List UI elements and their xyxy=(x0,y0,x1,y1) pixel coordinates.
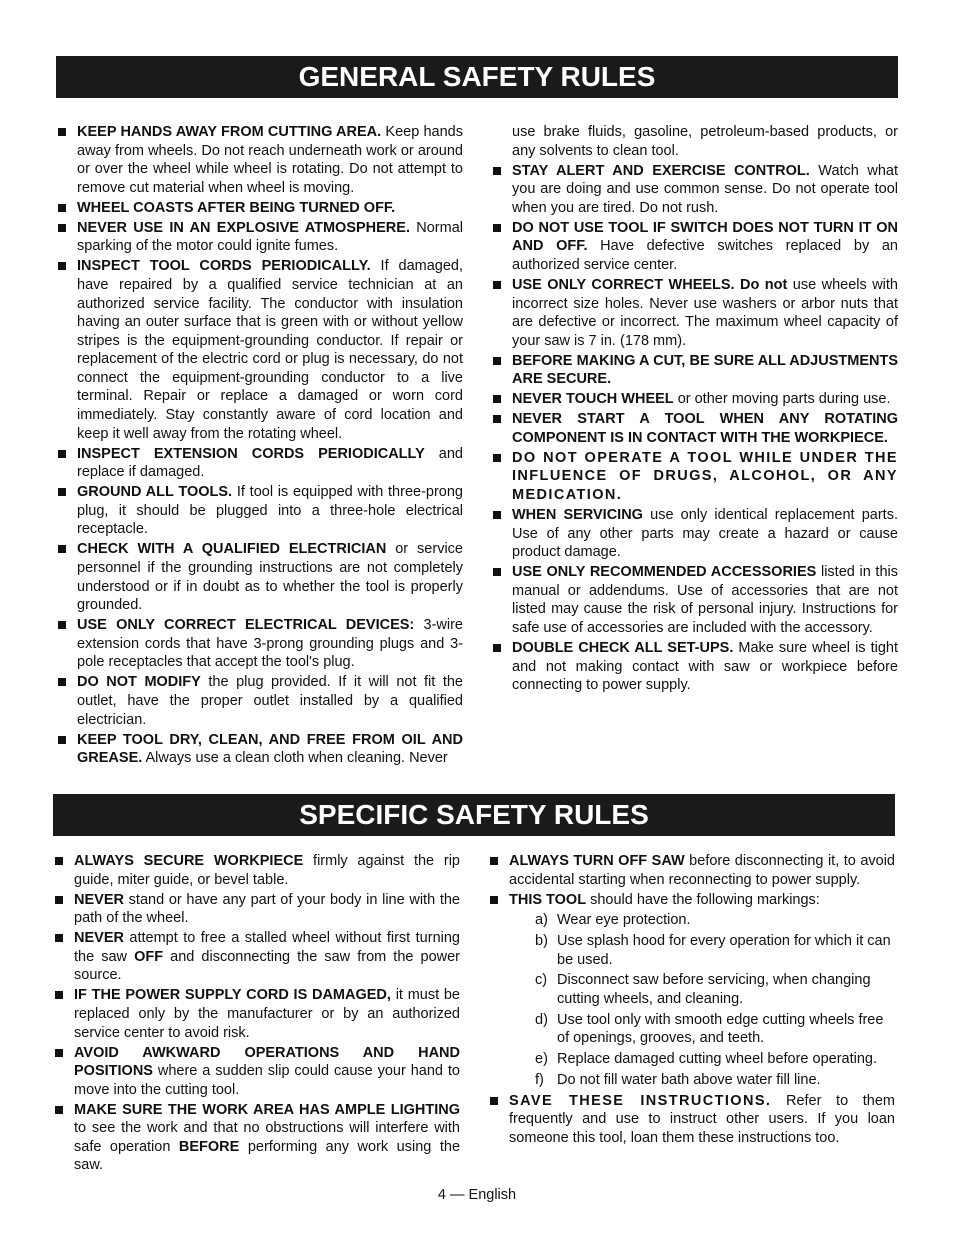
rule-never-stand-in-line: NEVER stand or have any part of your body in line with the path of the wheel. xyxy=(54,891,460,928)
rule-correct-wheels: USE ONLY CORRECT WHEELS. Do not use wheels with incorrect size holes. Never use washers or arbor nuts that are defective or incorrect. The maximum wheel capacity of your saw is 7 in. (178 mm). xyxy=(492,276,898,350)
rule-save-instructions: SAVE THESE INSTRUCTIONS. Refer to them frequently and use to instruct other users. If you loan someone this tool, loan them these instructions too. xyxy=(489,1092,895,1148)
rule-keep-tool-dry: KEEP TOOL DRY, CLEAN, AND FREE FROM OIL AND GREASE. Always use a clean cloth when cleaning. Never xyxy=(57,731,463,768)
rule-never-touch-wheel: NEVER TOUCH WHEEL or other moving parts during use. xyxy=(492,390,898,409)
rule-double-check: DOUBLE CHECK ALL SET-UPS. Make sure wheel is tight and not making contact with saw or workpiece before connecting to power supply. xyxy=(492,639,898,695)
rule-drugs-alcohol: DO NOT OPERATE A TOOL WHILE UNDER THE INFLUENCE OF DRUGS, ALCOHOL, OR ANY MEDICATION. xyxy=(492,449,898,505)
rule-switch: DO NOT USE TOOL IF SWITCH DOES NOT TURN IT ON AND OFF. Have defective switches replaced by an authorized service center. xyxy=(492,219,898,275)
page-footer: 4 — English xyxy=(437,1187,517,1203)
rule-this-tool-markings: THIS TOOL should have the following markings: a) Wear eye protection. b) Use splash hood for every operation for which it can be used. c) Disconnect saw before servicing, when changing cutting wheels, and cleaning. d) Use tool only with smooth edge cutting wheels free of openings, grooves, and teeth. e) Replace damaged cutting wheel before operating. f) Do not fill water bath above water fill line. xyxy=(489,891,895,1090)
rule-awkward-operations: AVOID AWKWARD OPERATIONS AND HAND POSITIONS where a sudden slip could cause your hand to move into the cutting tool. xyxy=(54,1044,460,1100)
rule-explosive-atmosphere: NEVER USE IN AN EXPLOSIVE ATMOSPHERE. Normal sparking of the motor could ignite fumes. xyxy=(57,219,463,256)
general-safety-rules-heading: GENERAL SAFETY RULES xyxy=(56,56,898,98)
specific-safety-rules-heading: SPECIFIC SAFETY RULES xyxy=(53,794,895,836)
rule-wheel-coasts: WHEEL COASTS AFTER BEING TURNED OFF. xyxy=(57,199,463,218)
rule-check-electrician: CHECK WITH A QUALIFIED ELECTRICIAN or service personnel if the grounding instructions are not completely understood or if in doubt as to whether the tool is properly grounded. xyxy=(57,540,463,614)
rule-inspect-extension-cords: INSPECT EXTENSION CORDS PERIODICALLY and replace if damaged. xyxy=(57,445,463,482)
rule-keep-hands-away: KEEP HANDS AWAY FROM CUTTING AREA. Keep hands away from wheels. Do not reach underneath work or around or over the wheel while wheel is rotating. Do not attempt to remove cut material when wheel is moving. xyxy=(57,123,463,197)
rule-ground-all-tools: GROUND ALL TOOLS. If tool is equipped with three-prong plug, it should be plugged into a three-hole electrical receptacle. xyxy=(57,483,463,539)
rule-do-not-modify: DO NOT MODIFY the plug provided. If it will not fit the outlet, have the proper outlet installed by a qualified electrician. xyxy=(57,673,463,729)
rule-turn-off-saw: ALWAYS TURN OFF SAW before disconnecting it, to avoid accidental starting when reconnecting to power supply. xyxy=(489,852,895,889)
rule-correct-electrical-devices: USE ONLY CORRECT ELECTRICAL DEVICES: 3-wire extension cords that have 3-prong grounding plugs and 3-pole receptacles that accept the tool's plug. xyxy=(57,616,463,672)
marking-item: c) Disconnect saw before servicing, when changing cutting wheels, and cleaning. xyxy=(535,972,871,1007)
marking-item: a) Wear eye protection. xyxy=(535,912,691,929)
marking-item: e) Replace damaged cutting wheel before operating. xyxy=(535,1051,878,1068)
marking-item: f) Do not fill water bath above water fill line. xyxy=(535,1071,821,1088)
rule-secure-workpiece: ALWAYS SECURE WORKPIECE firmly against the rip guide, miter guide, or bevel table. xyxy=(54,852,460,889)
rule-inspect-tool-cords: INSPECT TOOL CORDS PERIODICALLY. If damaged, have repaired by a qualified service technician at an authorized service facility. The conductor with insulation having an outer surface that is green with or without yellow stripes is the equipment-grounding conductor. If repair or replacement of the electric cord or plug is necessary, do not connect the equipment-grounding conductor to a live terminal. Repair or replace a damaged or worn cord immediately. Stay constantly aware of cord location and keep it well away from the rotating wheel. xyxy=(57,257,463,443)
rule-adjustments-secure: BEFORE MAKING A CUT, BE SURE ALL ADJUSTMENTS ARE SECURE. xyxy=(492,352,898,389)
rule-recommended-accessories: USE ONLY RECOMMENDED ACCESSORIES listed in this manual or addendums. Use of accessories that are not listed may cause the risk of personal injury. Instructions for safe use of accessories are included with the accessory. xyxy=(492,563,898,637)
rule-stalled-wheel: NEVER attempt to free a stalled wheel without first turning the saw OFF and disconnecting the saw from the power source. xyxy=(54,929,460,985)
rule-never-start-tool: NEVER START A TOOL WHEN ANY ROTATING COMPONENT IS IN CONTACT WITH THE WORKPIECE. xyxy=(492,410,898,447)
marking-item: d) Use tool only with smooth edge cutting wheels free of openings, grooves, and teeth. xyxy=(535,1011,884,1047)
rule-ample-lighting: MAKE SURE THE WORK AREA HAS AMPLE LIGHTING to see the work and that no obstructions will interfere with safe operation BEFORE performing any work using the saw. xyxy=(54,1101,460,1175)
rule-when-servicing: WHEN SERVICING use only identical replacement parts. Use of any other parts may create a hazard or cause product damage. xyxy=(492,506,898,562)
general-rules-left-column xyxy=(57,123,463,769)
general-rules-right-column xyxy=(492,123,898,696)
specific-rules-left-column xyxy=(54,852,460,1176)
rule-stay-alert: STAY ALERT AND EXERCISE CONTROL. Watch what you are doing and use common sense. Do not operate tool when you are tired. Do not rush. xyxy=(492,162,898,218)
rule-continuation: use brake fluids, gasoline, petroleum-based products, or any solvents to clean tool. xyxy=(512,124,898,159)
marking-item: b) Use splash hood for every operation for which it can be used. xyxy=(535,932,891,968)
rule-damaged-cord: IF THE POWER SUPPLY CORD IS DAMAGED, it must be replaced only by the manufacturer or by an authorized service center to avoid risk. xyxy=(54,986,460,1042)
markings-list xyxy=(509,911,895,1089)
specific-rules-right-column xyxy=(489,852,895,1149)
